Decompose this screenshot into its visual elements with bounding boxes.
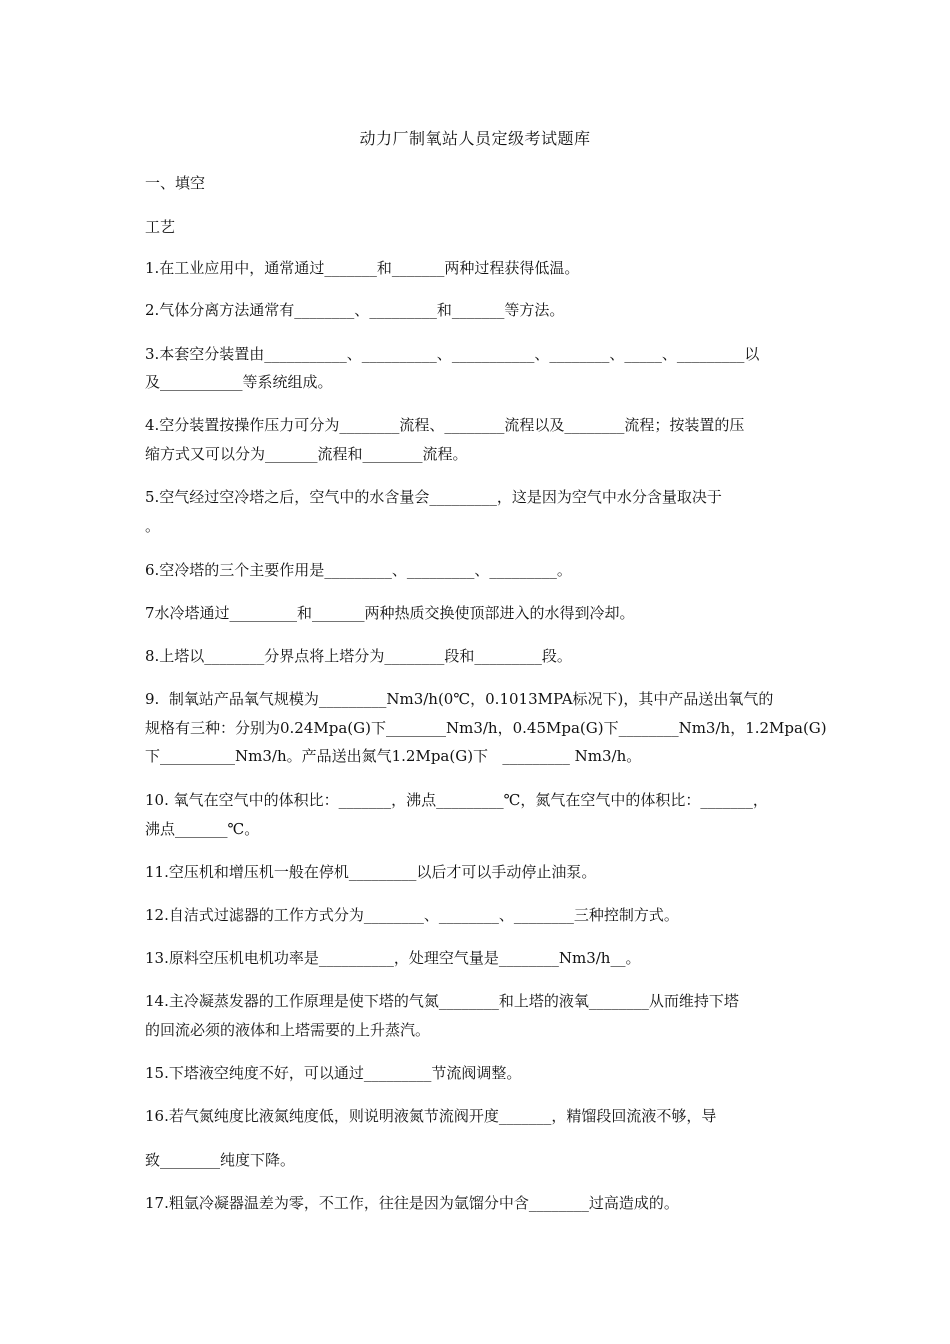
question-7: 7水冷塔通过_________和_______两种热质交换使顶部进入的水得到冷却。 (145, 604, 635, 622)
question-17: 17.粗氩冷凝器温差为零，不工作，往往是因为氩馏分中含________过高造成的。 (145, 1194, 679, 1212)
question-4-line-2: 缩方式又可以分为_______流程和________流程。 (145, 445, 468, 463)
question-15: 15.下塔液空纯度不好，可以通过_________节流阀调整。 (145, 1064, 522, 1082)
question-12: 12.自洁式过滤器的工作方式分为________、________、________三种控制方式。 (145, 906, 679, 924)
question-16-line-1: 16.若气氮纯度比液氮纯度低，则说明液氮节流阀开度_______，精馏段回流液不够，导 (145, 1107, 717, 1125)
question-5-line-1: 5.空气经过空冷塔之后，空气中的水含量会_________，这是因为空气中水分含量取决于 (145, 488, 722, 506)
question-9-line-3: 下__________Nm3/h。产品送出氮气1.2Mpa(G)下 _________ Nm3/h。 (145, 747, 642, 765)
question-9-line-2: 规格有三种：分别为0.24Mpa(G)下________Nm3/h，0.45Mpa(G)下________Nm3/h，1.2Mpa(G) (145, 719, 827, 737)
question-10-line-2: 沸点_______℃。 (145, 820, 260, 838)
section-heading: 一、填空 (145, 174, 206, 192)
question-14-line-1: 14.主冷凝蒸发器的工作原理是使下塔的气氮________和上塔的液氧________从而维持下塔 (145, 992, 739, 1010)
question-14-line-2: 的回流必须的液体和上塔需要的上升蒸汽。 (145, 1021, 431, 1039)
question-8: 8.上塔以________分界点将上塔分为________段和_________段。 (145, 647, 572, 665)
question-16-line-2: 致________纯度下降。 (145, 1151, 296, 1169)
question-11: 11.空压机和增压机一般在停机_________以后才可以手动停止油泵。 (145, 863, 597, 881)
question-13: 13.原料空压机电机功率是__________，处理空气量是________Nm3/h__。 (145, 949, 641, 967)
question-3-line-2: 及___________等系统组成。 (145, 373, 333, 391)
question-3-line-1: 3.本套空分装置由___________、__________、___________、________、_____、_________以 (145, 345, 760, 363)
document-title: 动力厂制氧站人员定级考试题库 (359, 129, 591, 148)
question-1: 1.在工业应用中，通常通过_______和_______两种过程获得低温。 (145, 259, 580, 277)
question-4-line-1: 4.空分装置按操作压力可分为________流程、________流程以及________流程；按装置的压 (145, 416, 745, 434)
subsection-heading: 工艺 (145, 218, 176, 236)
question-2: 2.气体分离方法通常有________、_________和_______等方法。 (145, 301, 565, 319)
question-5-line-2: 。 (145, 517, 161, 535)
question-9-line-1: 9. 制氧站产品氧气规模为_________Nm3/h(0℃，0.1013MPA标况下)，其中产品送出氧气的 (145, 690, 774, 708)
question-10-line-1: 10. 氧气在空气中的体积比：_______，沸点_________℃，氮气在空气中的体积比：_______， (145, 791, 768, 809)
question-6: 6.空冷塔的三个主要作用是_________、_________、_________。 (145, 561, 572, 579)
